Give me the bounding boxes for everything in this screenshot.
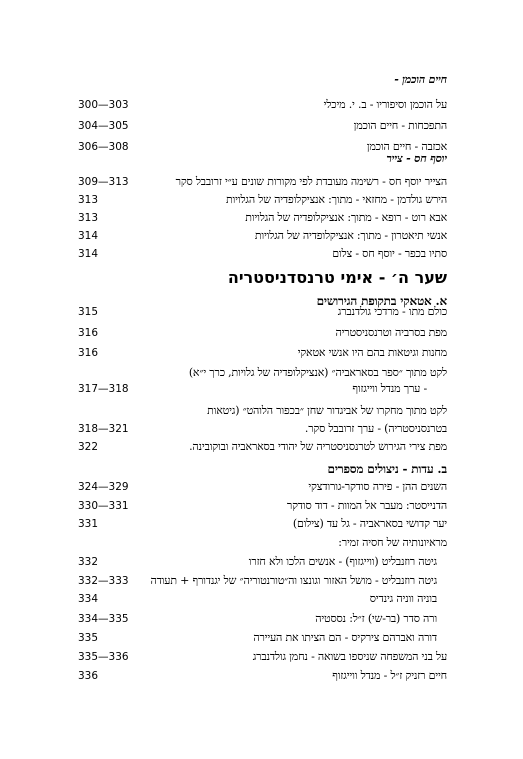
page-number: 315 xyxy=(78,306,99,318)
page-number: 313 xyxy=(78,194,99,206)
page-number: 314 xyxy=(78,248,99,260)
page-number: 316 xyxy=(78,327,99,339)
entry-title: הצייר יוסף חס - רשימה מעובדת לפי מקורות שונים ע״י זרובבל סקר xyxy=(175,175,447,188)
toc-entry xyxy=(78,227,447,245)
page-number: 318—321 xyxy=(78,423,129,435)
page-number: 306—308 xyxy=(78,141,129,153)
entry-title: - ערך מנדל ווייגזוף xyxy=(352,382,427,395)
page-number: 334—335 xyxy=(78,613,129,625)
toc-entry xyxy=(78,420,447,438)
entry-title: הדנייסטר: מעבר אל המוות - דוד סודקר xyxy=(286,499,447,512)
page-number: 324—329 xyxy=(78,481,129,493)
toc-entry xyxy=(78,648,447,666)
page-number: 335 xyxy=(78,632,99,644)
entry-title: ורה סדר (בר-שי) ז״ל: נססטיה xyxy=(315,612,437,625)
entry-title: חיים רזניק ז״ל - מנדל ווייגזוף xyxy=(332,669,447,682)
toc-entry xyxy=(78,245,447,263)
page-number: 331 xyxy=(78,518,99,530)
entry-title: כולם מתו - מרדכי גולדנברג xyxy=(337,305,447,318)
entry-title: יער קדושי בסאראביה - גל עד (צילום) xyxy=(292,517,447,530)
entry-title: השנים ההן - פירה סודקר-גורודצקי xyxy=(308,480,447,493)
page-number: 322 xyxy=(78,441,99,453)
page-number: 332 xyxy=(78,556,99,568)
section-heading: שער ה׳ - אימי טרנסדניסטריה xyxy=(227,268,447,287)
entry-title: הירש גולדמן - מחזאי - מתוך: אנציקלופדיה של הגלויות xyxy=(226,193,447,206)
page-number: 330—331 xyxy=(78,500,129,512)
toc-entry xyxy=(78,324,447,342)
entry-title: סתיו בכפר - יוסף חס - צלום xyxy=(332,247,447,260)
page-number: 300—303 xyxy=(78,99,129,111)
page-number: 316 xyxy=(78,347,99,359)
toc-entry xyxy=(78,667,447,685)
page-number: 334 xyxy=(78,593,99,605)
subsection-b-title: ב. עדות - ניצולים מספרים xyxy=(327,462,447,476)
author-heading: חיים הוכמן - xyxy=(394,73,447,86)
toc-entry xyxy=(78,534,447,552)
entry-title: על בני המשפחה שניספו בשואה - נחמן גולדנברג xyxy=(252,650,447,663)
subsection-heading xyxy=(78,460,447,478)
page-number: 335—336 xyxy=(78,651,129,663)
toc-entry xyxy=(78,590,447,608)
entry-title: מחנות וגיטאות בהם היו אנשי אטאקי xyxy=(297,346,447,359)
entry-title: גיטה רוזנבליט - מושל האזור וגונצו וה״טורנטוריה״ של יגנדורף + תעודה xyxy=(150,574,437,587)
page-number: 332—333 xyxy=(78,575,129,587)
toc-entry xyxy=(78,380,447,398)
toc-entry xyxy=(78,344,447,362)
toc-entry xyxy=(78,96,447,114)
entry-title: לקט מתוך ״ספר בסאראביה״ (אנציקלופדיה של גלויות, כרך י״א) xyxy=(188,366,447,379)
entry-title: דורה ואברהם צירקיס - הם הציתו את העיירה xyxy=(253,631,437,644)
toc-entry xyxy=(78,191,447,209)
toc-entry xyxy=(78,173,447,191)
toc-entry xyxy=(78,402,447,420)
toc-entry xyxy=(78,497,447,515)
entry-title: לקט מתוך מחקרו של אביגדור שחן ״בכפור הלוהט״ (גיטאות xyxy=(207,404,447,417)
entry-title: מראיונותיה של חסיה זמיר: xyxy=(338,536,447,549)
page-number: 336 xyxy=(78,670,99,682)
entry-title: התפכחות - חיים הוכמן xyxy=(353,119,447,132)
author-heading: יוסף חס - צייר xyxy=(386,152,447,165)
page-number: 304—305 xyxy=(78,120,129,132)
entry-title: מפת בסרביה וטרנסניסטריה xyxy=(335,326,447,339)
entry-title: אבא רוט - רופא - מתוך: אנציקלופדיה של הגלויות xyxy=(245,211,447,224)
page-number: 309—313 xyxy=(78,176,129,188)
toc-entry xyxy=(78,150,447,168)
entry-title: אנשי תיאטרון - מתוך: אנציקלופדיה של הגלויות xyxy=(254,229,447,242)
entry-title: אכזבה - חיים הוכמן xyxy=(366,140,447,153)
page-number: 317—318 xyxy=(78,383,129,395)
page-number: 313 xyxy=(78,212,99,224)
entry-title: מפת צירי הגירוש לטרנסניסטריה של יהודי בסאראביה ובוקובינה. xyxy=(189,440,447,453)
toc-entry xyxy=(78,478,447,496)
toc-entry xyxy=(78,610,447,628)
entry-title: על הוכמן וסיפוריו - ב. י. מיכלי xyxy=(323,98,447,111)
toc-entry xyxy=(78,515,447,533)
toc-entry xyxy=(78,553,447,571)
entry-title: גיטה רוזנבליט (ווייגזוף) - אנשים הלכו ולא חזרו xyxy=(248,555,437,568)
toc-entry xyxy=(78,71,447,89)
toc-entry xyxy=(78,629,447,647)
toc-entry xyxy=(78,209,447,227)
toc-entry xyxy=(78,572,447,590)
toc-entry xyxy=(78,117,447,135)
toc-entry xyxy=(78,303,447,321)
entry-title: בוניה ווניה גינדיס xyxy=(369,592,437,605)
toc-entry xyxy=(78,438,447,456)
subsection-a-title: א. אטאקי בתקופת הגירושים xyxy=(316,294,447,308)
entry-title: בטרנסניסטריה) - ערך זרובבל סקר. xyxy=(304,422,447,435)
page-number: 314 xyxy=(78,230,99,242)
